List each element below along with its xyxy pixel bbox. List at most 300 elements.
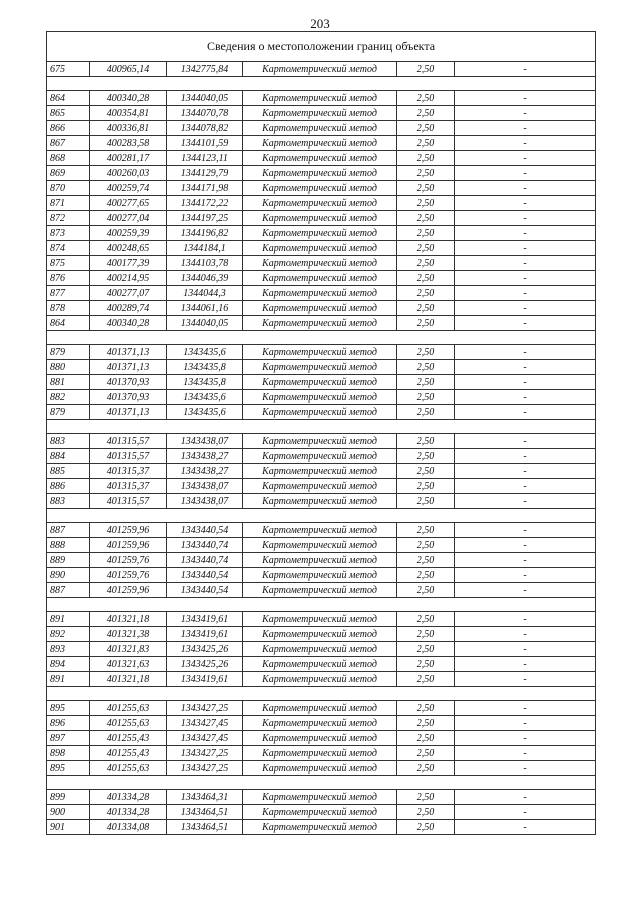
coord-x-cell: 400277,04: [90, 211, 167, 226]
point-number-cell: 885: [47, 464, 90, 479]
description-cell: -: [455, 226, 596, 241]
group-separator: [47, 598, 596, 612]
coord-x-cell: 401371,13: [90, 360, 167, 375]
point-number-cell: 874: [47, 241, 90, 256]
table-row: [47, 301, 596, 316]
description-cell: -: [455, 701, 596, 716]
method-cell: Картометрический метод: [243, 494, 397, 509]
coord-y-cell: 1343419,61: [167, 612, 243, 627]
coord-x-cell: 400283,58: [90, 136, 167, 151]
point-number-cell: 864: [47, 91, 90, 106]
accuracy-cell: 2,50: [397, 121, 455, 136]
coord-y-cell: 1343435,6: [167, 390, 243, 405]
method-cell: Картометрический метод: [243, 657, 397, 672]
accuracy-cell: 2,50: [397, 345, 455, 360]
accuracy-cell: 2,50: [397, 805, 455, 820]
coord-x-cell: 400260,03: [90, 166, 167, 181]
method-cell: Картометрический метод: [243, 820, 397, 835]
table-row: [47, 136, 596, 151]
method-cell: Картометрический метод: [243, 627, 397, 642]
accuracy-cell: 2,50: [397, 151, 455, 166]
accuracy-cell: 2,50: [397, 316, 455, 331]
coord-y-cell: 1343464,51: [167, 805, 243, 820]
description-cell: -: [455, 181, 596, 196]
coord-y-cell: 1343427,45: [167, 731, 243, 746]
table-row: [47, 538, 596, 553]
method-cell: Картометрический метод: [243, 151, 397, 166]
table-row: [47, 820, 596, 835]
table-row: [47, 612, 596, 627]
coord-x-cell: 400289,74: [90, 301, 167, 316]
description-cell: -: [455, 91, 596, 106]
accuracy-cell: 2,50: [397, 538, 455, 553]
description-cell: -: [455, 672, 596, 687]
accuracy-cell: 2,50: [397, 256, 455, 271]
description-cell: -: [455, 286, 596, 301]
separator-cell: [47, 509, 596, 523]
point-number-cell: 889: [47, 553, 90, 568]
description-cell: -: [455, 568, 596, 583]
description-cell: -: [455, 746, 596, 761]
description-cell: -: [455, 657, 596, 672]
coord-x-cell: 401259,76: [90, 568, 167, 583]
accuracy-cell: 2,50: [397, 657, 455, 672]
table-row: [47, 523, 596, 538]
method-cell: Картометрический метод: [243, 241, 397, 256]
point-number-cell: 883: [47, 434, 90, 449]
table-row: [47, 241, 596, 256]
accuracy-cell: 2,50: [397, 642, 455, 657]
method-cell: Картометрический метод: [243, 449, 397, 464]
accuracy-cell: 2,50: [397, 271, 455, 286]
description-cell: -: [455, 62, 596, 77]
point-number-cell: 879: [47, 405, 90, 420]
accuracy-cell: 2,50: [397, 166, 455, 181]
coord-x-cell: 400281,17: [90, 151, 167, 166]
description-cell: -: [455, 553, 596, 568]
table-row: [47, 196, 596, 211]
coord-y-cell: 1344196,82: [167, 226, 243, 241]
method-cell: Картометрический метод: [243, 256, 397, 271]
accuracy-cell: 2,50: [397, 790, 455, 805]
description-cell: -: [455, 449, 596, 464]
coord-x-cell: 400277,07: [90, 286, 167, 301]
coord-x-cell: 400340,28: [90, 91, 167, 106]
coord-y-cell: 1344171,98: [167, 181, 243, 196]
point-number-cell: 675: [47, 62, 90, 77]
accuracy-cell: 2,50: [397, 568, 455, 583]
point-number-cell: 864: [47, 316, 90, 331]
table-row: [47, 316, 596, 331]
method-cell: Картометрический метод: [243, 790, 397, 805]
method-cell: Картометрический метод: [243, 479, 397, 494]
coord-x-cell: 400354,81: [90, 106, 167, 121]
description-cell: -: [455, 731, 596, 746]
method-cell: Картометрический метод: [243, 746, 397, 761]
description-cell: -: [455, 583, 596, 598]
point-number-cell: 891: [47, 672, 90, 687]
point-number-cell: 877: [47, 286, 90, 301]
description-cell: -: [455, 479, 596, 494]
table-row: [47, 62, 596, 77]
method-cell: Картометрический метод: [243, 553, 397, 568]
table-row: [47, 286, 596, 301]
point-number-cell: 884: [47, 449, 90, 464]
description-cell: -: [455, 434, 596, 449]
accuracy-cell: 2,50: [397, 286, 455, 301]
method-cell: Картометрический метод: [243, 91, 397, 106]
method-cell: Картометрический метод: [243, 62, 397, 77]
description-cell: -: [455, 538, 596, 553]
separator-cell: [47, 420, 596, 434]
accuracy-cell: 2,50: [397, 360, 455, 375]
method-cell: Картометрический метод: [243, 226, 397, 241]
group-separator: [47, 420, 596, 434]
coord-y-cell: 1343464,51: [167, 820, 243, 835]
accuracy-cell: 2,50: [397, 612, 455, 627]
accuracy-cell: 2,50: [397, 553, 455, 568]
point-number-cell: 873: [47, 226, 90, 241]
accuracy-cell: 2,50: [397, 672, 455, 687]
method-cell: Картометрический метод: [243, 271, 397, 286]
coord-y-cell: 1343427,25: [167, 761, 243, 776]
point-number-cell: 878: [47, 301, 90, 316]
coord-x-cell: 401255,63: [90, 701, 167, 716]
description-cell: -: [455, 241, 596, 256]
coord-x-cell: 400340,28: [90, 316, 167, 331]
description-cell: -: [455, 256, 596, 271]
coord-y-cell: 1343427,25: [167, 746, 243, 761]
accuracy-cell: 2,50: [397, 241, 455, 256]
description-cell: -: [455, 360, 596, 375]
point-number-cell: 901: [47, 820, 90, 835]
point-number-cell: 897: [47, 731, 90, 746]
coord-y-cell: 1344040,05: [167, 316, 243, 331]
table-row: [47, 345, 596, 360]
table-row: [47, 672, 596, 687]
method-cell: Картометрический метод: [243, 121, 397, 136]
method-cell: Картометрический метод: [243, 568, 397, 583]
coord-x-cell: 401255,63: [90, 716, 167, 731]
accuracy-cell: 2,50: [397, 390, 455, 405]
method-cell: Картометрический метод: [243, 805, 397, 820]
method-cell: Картометрический метод: [243, 106, 397, 121]
description-cell: -: [455, 121, 596, 136]
coord-x-cell: 400965,14: [90, 62, 167, 77]
separator-cell: [47, 77, 596, 91]
coord-y-cell: 1344197,25: [167, 211, 243, 226]
table-row: [47, 731, 596, 746]
accuracy-cell: 2,50: [397, 226, 455, 241]
table-row: [47, 106, 596, 121]
method-cell: Картометрический метод: [243, 642, 397, 657]
description-cell: -: [455, 375, 596, 390]
table-row: [47, 642, 596, 657]
group-separator: [47, 509, 596, 523]
coord-x-cell: 401255,43: [90, 731, 167, 746]
accuracy-cell: 2,50: [397, 301, 455, 316]
table-row: [47, 390, 596, 405]
coord-x-cell: 400214,95: [90, 271, 167, 286]
description-cell: -: [455, 805, 596, 820]
description-cell: -: [455, 405, 596, 420]
description-cell: -: [455, 271, 596, 286]
table-row: [47, 761, 596, 776]
coord-x-cell: 401315,57: [90, 449, 167, 464]
coord-y-cell: 1344044,3: [167, 286, 243, 301]
separator-cell: [47, 598, 596, 612]
point-number-cell: 872: [47, 211, 90, 226]
separator-cell: [47, 687, 596, 701]
coord-x-cell: 401315,37: [90, 464, 167, 479]
table-row: [47, 553, 596, 568]
description-cell: -: [455, 136, 596, 151]
coord-x-cell: 401321,18: [90, 672, 167, 687]
accuracy-cell: 2,50: [397, 820, 455, 835]
coord-x-cell: 401259,96: [90, 538, 167, 553]
table-row: [47, 256, 596, 271]
point-number-cell: 887: [47, 583, 90, 598]
method-cell: Картометрический метод: [243, 538, 397, 553]
accuracy-cell: 2,50: [397, 716, 455, 731]
accuracy-cell: 2,50: [397, 196, 455, 211]
table-row: [47, 166, 596, 181]
description-cell: -: [455, 345, 596, 360]
coord-y-cell: 1343435,6: [167, 405, 243, 420]
description-cell: -: [455, 316, 596, 331]
accuracy-cell: 2,50: [397, 375, 455, 390]
point-number-cell: 870: [47, 181, 90, 196]
point-number-cell: 876: [47, 271, 90, 286]
accuracy-cell: 2,50: [397, 91, 455, 106]
description-cell: -: [455, 166, 596, 181]
point-number-cell: 894: [47, 657, 90, 672]
point-number-cell: 883: [47, 494, 90, 509]
coord-x-cell: 401334,08: [90, 820, 167, 835]
accuracy-cell: 2,50: [397, 731, 455, 746]
coord-x-cell: 400259,39: [90, 226, 167, 241]
coord-x-cell: 401334,28: [90, 805, 167, 820]
accuracy-cell: 2,50: [397, 62, 455, 77]
table-row: [47, 360, 596, 375]
coord-y-cell: 1344172,22: [167, 196, 243, 211]
description-cell: -: [455, 301, 596, 316]
coord-y-cell: 1344070,78: [167, 106, 243, 121]
coord-x-cell: 400277,65: [90, 196, 167, 211]
coord-x-cell: 401321,63: [90, 657, 167, 672]
boundary-table-body: [47, 32, 596, 835]
method-cell: Картометрический метод: [243, 301, 397, 316]
group-separator: [47, 687, 596, 701]
description-cell: -: [455, 761, 596, 776]
accuracy-cell: 2,50: [397, 136, 455, 151]
table-row: [47, 405, 596, 420]
method-cell: Картометрический метод: [243, 523, 397, 538]
coord-x-cell: 401255,63: [90, 761, 167, 776]
table-row: [47, 805, 596, 820]
method-cell: Картометрический метод: [243, 731, 397, 746]
method-cell: Картометрический метод: [243, 434, 397, 449]
coord-x-cell: 400336,81: [90, 121, 167, 136]
coord-y-cell: 1343438,27: [167, 449, 243, 464]
method-cell: Картометрический метод: [243, 166, 397, 181]
accuracy-cell: 2,50: [397, 449, 455, 464]
coord-x-cell: 401334,28: [90, 790, 167, 805]
boundary-table: [46, 31, 596, 835]
description-cell: -: [455, 627, 596, 642]
coord-y-cell: 1344103,78: [167, 256, 243, 271]
table-row: [47, 701, 596, 716]
table-row: [47, 226, 596, 241]
table-row: [47, 121, 596, 136]
method-cell: Картометрический метод: [243, 761, 397, 776]
point-number-cell: 880: [47, 360, 90, 375]
point-number-cell: 891: [47, 612, 90, 627]
accuracy-cell: 2,50: [397, 523, 455, 538]
coord-y-cell: 1343419,61: [167, 672, 243, 687]
point-number-cell: 899: [47, 790, 90, 805]
method-cell: Картометрический метод: [243, 701, 397, 716]
coord-y-cell: 1344129,79: [167, 166, 243, 181]
accuracy-cell: 2,50: [397, 761, 455, 776]
coord-x-cell: 400259,74: [90, 181, 167, 196]
point-number-cell: 895: [47, 701, 90, 716]
coord-x-cell: 401315,57: [90, 494, 167, 509]
coord-y-cell: 1343464,31: [167, 790, 243, 805]
table-row: [47, 464, 596, 479]
point-number-cell: 888: [47, 538, 90, 553]
method-cell: Картометрический метод: [243, 390, 397, 405]
coord-y-cell: 1343440,74: [167, 538, 243, 553]
coord-x-cell: 401370,93: [90, 375, 167, 390]
coord-y-cell: 1343435,8: [167, 375, 243, 390]
coord-y-cell: 1343440,54: [167, 523, 243, 538]
point-number-cell: 867: [47, 136, 90, 151]
point-number-cell: 886: [47, 479, 90, 494]
method-cell: Картометрический метод: [243, 211, 397, 226]
point-number-cell: 871: [47, 196, 90, 211]
coord-y-cell: 1343427,45: [167, 716, 243, 731]
coord-y-cell: 1343438,27: [167, 464, 243, 479]
group-separator: [47, 776, 596, 790]
coord-y-cell: 1343419,61: [167, 627, 243, 642]
coord-x-cell: 401259,96: [90, 583, 167, 598]
accuracy-cell: 2,50: [397, 479, 455, 494]
description-cell: -: [455, 151, 596, 166]
separator-cell: [47, 776, 596, 790]
coord-y-cell: 1343440,54: [167, 583, 243, 598]
coord-x-cell: 401259,76: [90, 553, 167, 568]
coord-y-cell: 1343440,54: [167, 568, 243, 583]
point-number-cell: 882: [47, 390, 90, 405]
table-row: [47, 479, 596, 494]
table-row: [47, 746, 596, 761]
table-row: [47, 211, 596, 226]
coord-x-cell: 401255,43: [90, 746, 167, 761]
table-row: [47, 271, 596, 286]
description-cell: -: [455, 523, 596, 538]
coord-y-cell: 1344101,59: [167, 136, 243, 151]
point-number-cell: 898: [47, 746, 90, 761]
accuracy-cell: 2,50: [397, 211, 455, 226]
separator-cell: [47, 331, 596, 345]
method-cell: Картометрический метод: [243, 181, 397, 196]
method-cell: Картометрический метод: [243, 464, 397, 479]
table-title-row: [47, 32, 596, 62]
accuracy-cell: 2,50: [397, 701, 455, 716]
coord-y-cell: 1344061,16: [167, 301, 243, 316]
page-number: 203: [310, 16, 330, 31]
coord-x-cell: 401370,93: [90, 390, 167, 405]
description-cell: -: [455, 390, 596, 405]
accuracy-cell: 2,50: [397, 464, 455, 479]
accuracy-cell: 2,50: [397, 627, 455, 642]
method-cell: Картометрический метод: [243, 360, 397, 375]
description-cell: -: [455, 211, 596, 226]
table-row: [47, 449, 596, 464]
table-row: [47, 627, 596, 642]
point-number-cell: 875: [47, 256, 90, 271]
method-cell: Картометрический метод: [243, 345, 397, 360]
description-cell: -: [455, 196, 596, 211]
group-separator: [47, 331, 596, 345]
table-row: [47, 375, 596, 390]
coord-y-cell: 1343427,25: [167, 701, 243, 716]
table-row: [47, 91, 596, 106]
coord-x-cell: 401371,13: [90, 345, 167, 360]
coord-x-cell: 401321,18: [90, 612, 167, 627]
accuracy-cell: 2,50: [397, 181, 455, 196]
point-number-cell: 881: [47, 375, 90, 390]
coord-x-cell: 401321,83: [90, 642, 167, 657]
method-cell: Картометрический метод: [243, 286, 397, 301]
table-row: [47, 657, 596, 672]
table-row: [47, 568, 596, 583]
method-cell: Картометрический метод: [243, 612, 397, 627]
method-cell: Картометрический метод: [243, 375, 397, 390]
table-row: [47, 181, 596, 196]
accuracy-cell: 2,50: [397, 434, 455, 449]
method-cell: Картометрический метод: [243, 716, 397, 731]
coord-x-cell: 401371,13: [90, 405, 167, 420]
point-number-cell: 893: [47, 642, 90, 657]
point-number-cell: 865: [47, 106, 90, 121]
coord-x-cell: 401259,96: [90, 523, 167, 538]
coord-y-cell: 1343438,07: [167, 479, 243, 494]
accuracy-cell: 2,50: [397, 405, 455, 420]
table-row: [47, 494, 596, 509]
description-cell: -: [455, 820, 596, 835]
coord-y-cell: 1343435,8: [167, 360, 243, 375]
coord-y-cell: 1344184,1: [167, 241, 243, 256]
coord-x-cell: 401321,38: [90, 627, 167, 642]
description-cell: -: [455, 716, 596, 731]
coord-x-cell: 401315,37: [90, 479, 167, 494]
method-cell: Картометрический метод: [243, 196, 397, 211]
table-row: [47, 151, 596, 166]
method-cell: Картометрический метод: [243, 405, 397, 420]
coord-y-cell: 1344040,05: [167, 91, 243, 106]
table-row: [47, 583, 596, 598]
table-row: [47, 716, 596, 731]
coord-y-cell: 1343435,6: [167, 345, 243, 360]
coord-x-cell: 400177,39: [90, 256, 167, 271]
description-cell: -: [455, 612, 596, 627]
coord-y-cell: 1343440,74: [167, 553, 243, 568]
group-separator: [47, 77, 596, 91]
method-cell: Картометрический метод: [243, 136, 397, 151]
point-number-cell: 869: [47, 166, 90, 181]
